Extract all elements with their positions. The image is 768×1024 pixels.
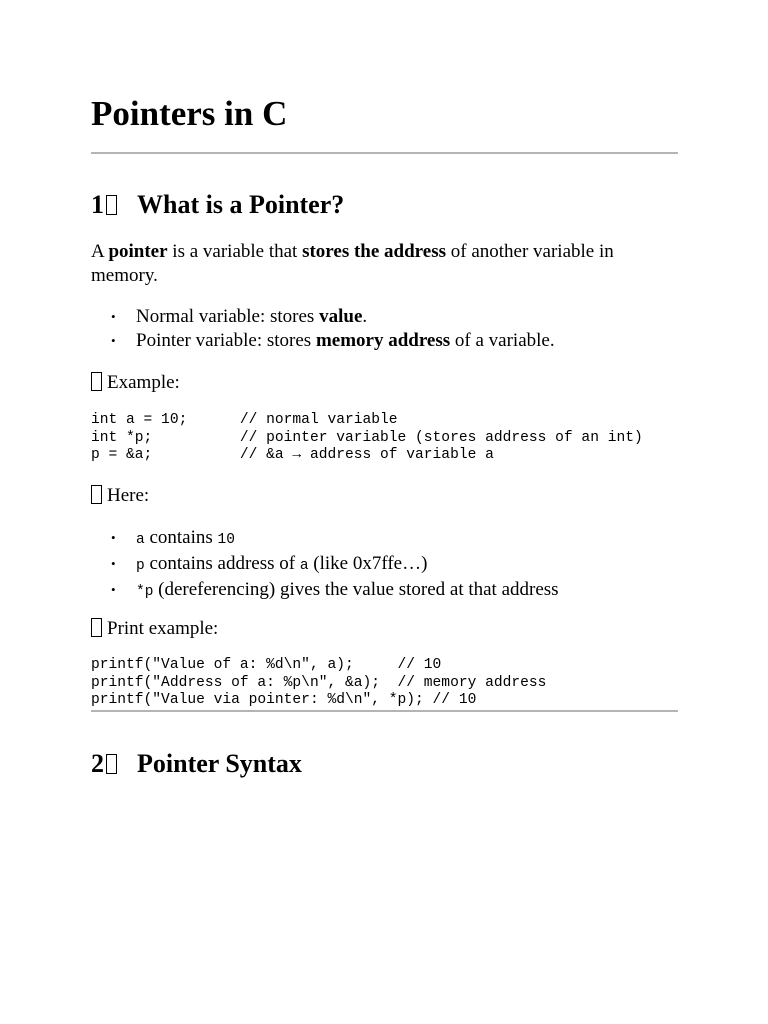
example-label-text: Example: <box>107 372 180 393</box>
missing-glyph-icon <box>106 195 117 215</box>
section-1-heading <box>91 189 344 221</box>
title-divider <box>91 152 678 154</box>
list-item <box>91 526 559 552</box>
missing-glyph-icon <box>106 754 117 774</box>
intro-bold-stores-address: stores the address <box>302 241 446 262</box>
print-example-label <box>91 617 218 641</box>
list-item-bold: memory address <box>315 330 451 351</box>
section-1-number: 1 <box>91 190 104 219</box>
list-item-text: (dereferencing) gives the value stored at that address <box>153 579 559 600</box>
here-label <box>91 484 149 508</box>
missing-glyph-icon <box>91 618 102 637</box>
intro-text: A <box>91 241 109 262</box>
inline-code: a <box>136 532 145 548</box>
print-code-block: printf("Value of a: %d\n", a); // 10 printf("Address of a: %p\n", &a); // memory address printf("Value via pointer: %d\n", *p); // 10 <box>91 657 547 708</box>
list-item-text: contains address of <box>144 553 300 574</box>
list-item <box>91 578 559 604</box>
variable-types-list <box>91 305 555 353</box>
here-list <box>91 526 559 604</box>
list-item <box>91 305 555 329</box>
intro-text: is a variable that <box>167 241 303 262</box>
here-label-text: Here: <box>107 485 150 506</box>
section-divider <box>91 710 678 712</box>
list-item-bold: value <box>319 306 363 327</box>
intro-text: of another variable in memory. <box>91 241 614 286</box>
list-item-text: Pointer variable: stores <box>136 330 316 351</box>
list-item-text: contains <box>144 527 218 548</box>
example-code-block: int a = 10; // normal variable int *p; // pointer variable (stores address of an int) p = &a; // &a → address of variable a <box>91 412 643 463</box>
print-label-text: Print example: <box>107 618 219 639</box>
example-label <box>91 371 180 395</box>
section-2-heading <box>91 748 302 780</box>
section-2-title: Pointer Syntax <box>137 749 302 778</box>
inline-code: 10 <box>217 532 235 548</box>
missing-glyph-icon <box>91 485 102 504</box>
list-item <box>91 552 559 578</box>
section-2-number: 2 <box>91 749 104 778</box>
inline-code: p <box>136 558 145 574</box>
intro-bold-pointer: pointer <box>108 241 168 262</box>
section-1-intro <box>91 240 678 288</box>
missing-glyph-icon <box>91 372 102 391</box>
inline-code: a <box>299 558 309 574</box>
list-item-text: (like 0x7ffe…) <box>308 553 428 574</box>
page-title: Pointers in C <box>91 94 288 133</box>
list-item <box>91 329 555 353</box>
list-item-text: . <box>362 306 368 327</box>
list-item-text: Normal variable: stores <box>136 306 320 327</box>
inline-code: *p <box>136 584 154 600</box>
list-item-text: of a variable. <box>450 330 555 351</box>
section-1-title: What is a Pointer? <box>137 190 345 219</box>
